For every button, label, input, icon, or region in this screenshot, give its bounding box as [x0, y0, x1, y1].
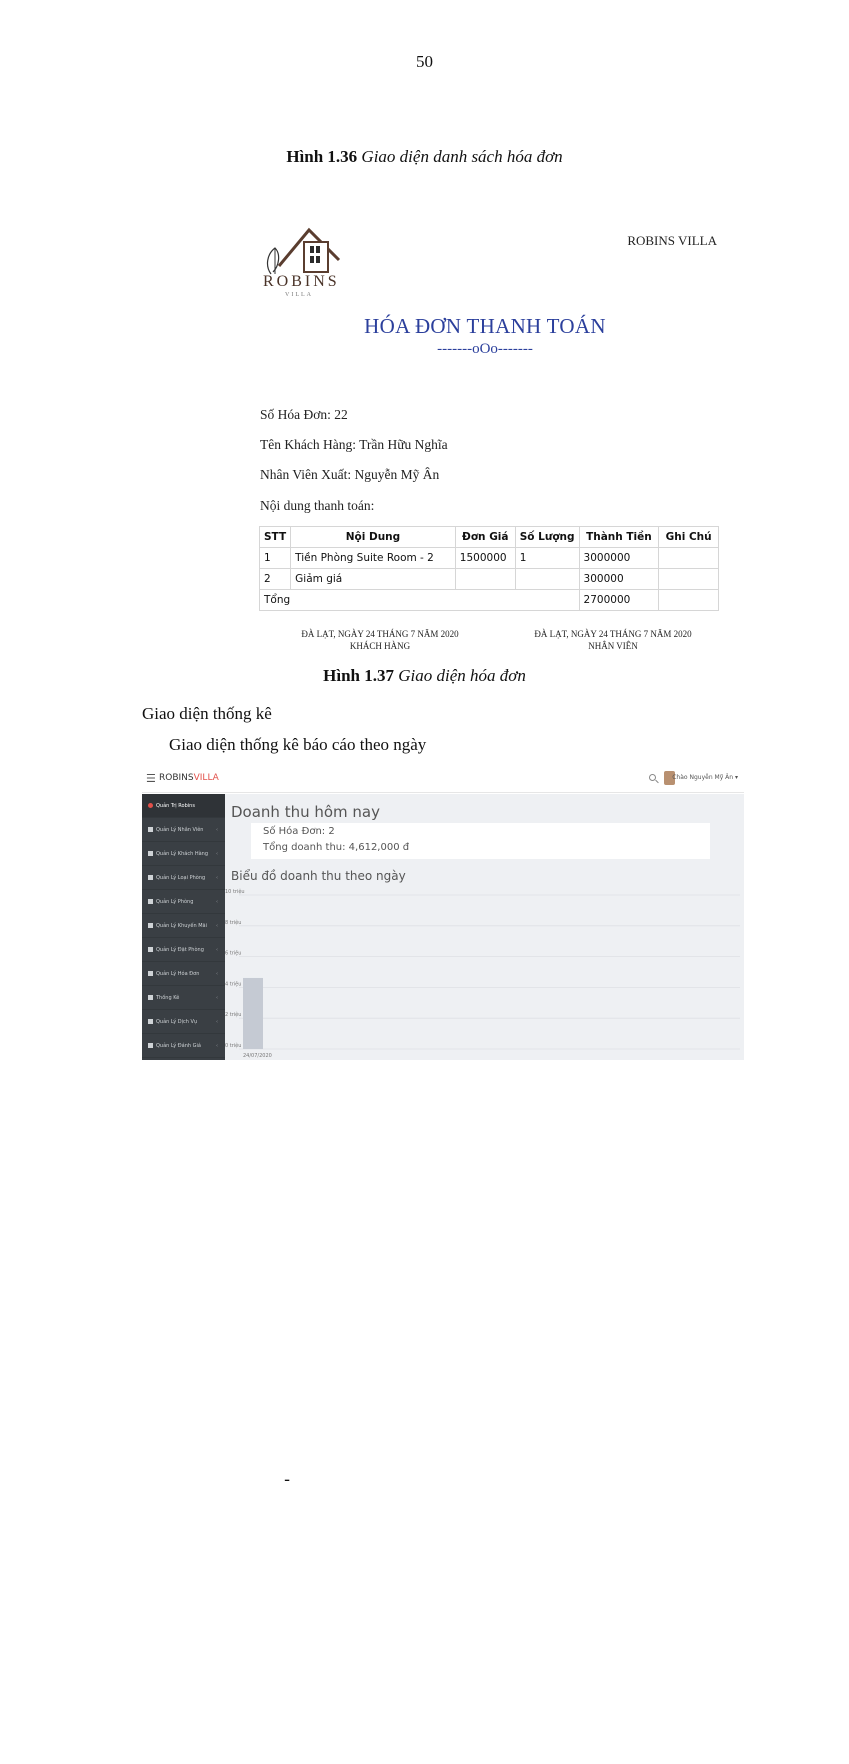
main-content [225, 794, 744, 1060]
y-tick-label: 10 triệu [225, 889, 245, 895]
sidebar-item-label: Quản Lý Phòng [156, 899, 194, 905]
bullet-text: Giao diện thống kê [142, 704, 272, 723]
sidebar [142, 794, 225, 1060]
caption-label: Hình 1.36 [286, 147, 358, 166]
cell: 300000 [579, 569, 659, 590]
y-tick-label: 2 triệu [225, 1012, 242, 1019]
mail-icon [148, 1043, 153, 1048]
brand-accent: VILLA [193, 773, 219, 783]
col-unit-price: Đơn Giá [455, 527, 515, 548]
sidebar-item-reviews[interactable] [142, 1034, 225, 1058]
revenue-total: Tổng doanh thu: 4,612,000 đ [263, 842, 410, 853]
revenue-bar-chart [225, 887, 744, 1060]
y-tick-label: 0 triệu [225, 1043, 242, 1049]
sidebar-item-services[interactable] [142, 1010, 225, 1034]
cell [515, 569, 579, 590]
sidebar-item-promotions[interactable] [142, 914, 225, 938]
chevron-left-icon: ‹ [216, 899, 218, 905]
total-value: 2700000 [579, 590, 659, 611]
grid-icon [148, 899, 153, 904]
sidebar-item-label: Quản Lý Đánh Giá [156, 1043, 201, 1049]
cell: 1500000 [455, 548, 515, 569]
cart-icon [148, 947, 153, 952]
cell [659, 548, 719, 569]
caption-label: Hình 1.37 [323, 666, 394, 685]
customer-name: Tên Khách Hàng: Trần Hữu Nghĩa [260, 437, 448, 452]
chevron-left-icon: ‹ [216, 827, 218, 833]
invoice-number: Số Hóa Đơn: 22 [260, 407, 348, 422]
x-tick-label: 24/07/2020 [243, 1053, 272, 1059]
brand-logo[interactable] [159, 773, 219, 783]
table-row [260, 569, 719, 590]
sidebar-item-label: Quản Lý Đặt Phòng [156, 947, 204, 953]
signature-staff [513, 628, 713, 652]
cart-icon [148, 971, 153, 976]
sidebar-item-label: Quản Trị Robins [156, 803, 195, 809]
sidebar-item-statistics[interactable] [142, 986, 225, 1010]
table-total-row [260, 590, 719, 611]
logo-text: ROBINS [263, 273, 340, 290]
bullet-dash: - [284, 1470, 310, 1764]
sign-role: NHÂN VIÊN [588, 641, 638, 651]
revenue-bar[interactable] [243, 978, 263, 1049]
cell: 3000000 [579, 548, 659, 569]
cell: 1 [260, 548, 291, 569]
col-note: Ghi Chú [659, 527, 719, 548]
revenue-stat-box [251, 823, 710, 859]
table-header-row [260, 527, 719, 548]
sidebar-item-rooms[interactable] [142, 890, 225, 914]
chevron-left-icon: ‹ [216, 851, 218, 857]
page-number: 50 [416, 52, 433, 71]
y-tick-label: 4 triệu [225, 981, 242, 988]
payment-content-label: Nội dung thanh toán: [260, 498, 375, 513]
y-tick-label: 8 triệu [225, 919, 242, 926]
user-greeting-dropdown[interactable]: Chào Nguyễn Mỹ Ân ▾ [672, 774, 738, 781]
total-label: Tổng [260, 590, 580, 611]
search-icon[interactable] [649, 774, 656, 781]
chart-title: Biểu đồ doanh thu theo ngày [231, 869, 406, 883]
cell: 2 [260, 569, 291, 590]
sidebar-item-admin[interactable] [142, 794, 225, 818]
signature-customer [285, 628, 475, 652]
villa-name: ROBINS VILLA [627, 233, 717, 248]
sign-role: KHÁCH HÀNG [349, 641, 411, 651]
chevron-left-icon: ‹ [216, 875, 218, 881]
chevron-left-icon: ‹ [216, 995, 218, 1001]
col-stt: STT [260, 527, 291, 548]
caption-text: Giao diện hóa đơn [394, 666, 526, 685]
users-icon [148, 851, 153, 856]
dashboard-screenshot [142, 766, 744, 1060]
col-content: Nội Dung [291, 527, 456, 548]
cell: 1 [515, 548, 579, 569]
list-icon [148, 875, 153, 880]
table-row [260, 548, 719, 569]
col-amount: Thành Tiền [579, 527, 659, 548]
sidebar-item-room-types[interactable] [142, 866, 225, 890]
mail-icon [148, 1019, 153, 1024]
book-icon [148, 827, 153, 832]
logo-subtext: VILLA [285, 292, 313, 298]
cell: Tiền Phòng Suite Room - 2 [291, 548, 456, 569]
figure-caption-1-36 [0, 147, 849, 167]
invoice-count: Số Hóa Đơn: 2 [263, 826, 335, 837]
top-navbar [142, 766, 744, 793]
sidebar-item-customers[interactable] [142, 842, 225, 866]
y-tick-label: 6 triệu [225, 950, 242, 957]
cell [659, 569, 719, 590]
chevron-left-icon: ‹ [216, 971, 218, 977]
cell [659, 590, 719, 611]
sidebar-item-label: Thống Kê [156, 995, 180, 1001]
sidebar-item-bookings[interactable] [142, 938, 225, 962]
home-icon [148, 803, 153, 808]
sidebar-item-invoices[interactable] [142, 962, 225, 986]
cell [455, 569, 515, 590]
sidebar-item-label: Quản Lý Nhân Viên [156, 827, 204, 833]
invoice-table [259, 526, 719, 611]
staff-name: Nhân Viên Xuất: Nguyễn Mỹ Ân [260, 467, 440, 482]
chevron-left-icon: ‹ [216, 1043, 218, 1049]
figure-caption-1-37 [0, 666, 849, 686]
hamburger-menu-icon[interactable]: ☰ [146, 772, 156, 785]
sidebar-item-label: Quản Lý Loại Phòng [156, 875, 206, 881]
chevron-left-icon: ‹ [216, 947, 218, 953]
chevron-left-icon: ‹ [216, 1019, 218, 1025]
mail-icon [148, 923, 153, 928]
sidebar-item-label: Quản Lý Dịch Vụ [156, 1019, 198, 1025]
cell: Giảm giá [291, 569, 456, 590]
chart-icon [148, 995, 153, 1000]
sign-date: ĐÀ LẠT, NGÀY 24 THÁNG 7 NĂM 2020 [534, 629, 692, 639]
sign-date: ĐÀ LẠT, NGÀY 24 THÁNG 7 NĂM 2020 [301, 629, 459, 639]
sidebar-item-label: Quản Lý Hóa Đơn [156, 971, 200, 977]
invoice-title: HÓA ĐƠN THANH TOÁN [364, 314, 606, 338]
sidebar-item-staff[interactable] [142, 818, 225, 842]
sub-heading: Giao diện thống kê báo cáo theo ngày [169, 735, 427, 754]
brand-main: ROBINS [159, 773, 194, 783]
revenue-title: Doanh thu hôm nay [231, 803, 381, 821]
sidebar-item-label: Quản Lý Khách Hàng [156, 851, 208, 857]
col-quantity: Số Lượng [515, 527, 579, 548]
invoice-subtitle: -------oOo------- [437, 341, 533, 357]
invoice-screenshot [245, 210, 725, 660]
sidebar-item-label: Quản Lý Khuyến Mãi [156, 923, 207, 929]
chevron-left-icon: ‹ [216, 923, 218, 929]
caption-text: Giao diện danh sách hóa đơn [357, 147, 563, 166]
